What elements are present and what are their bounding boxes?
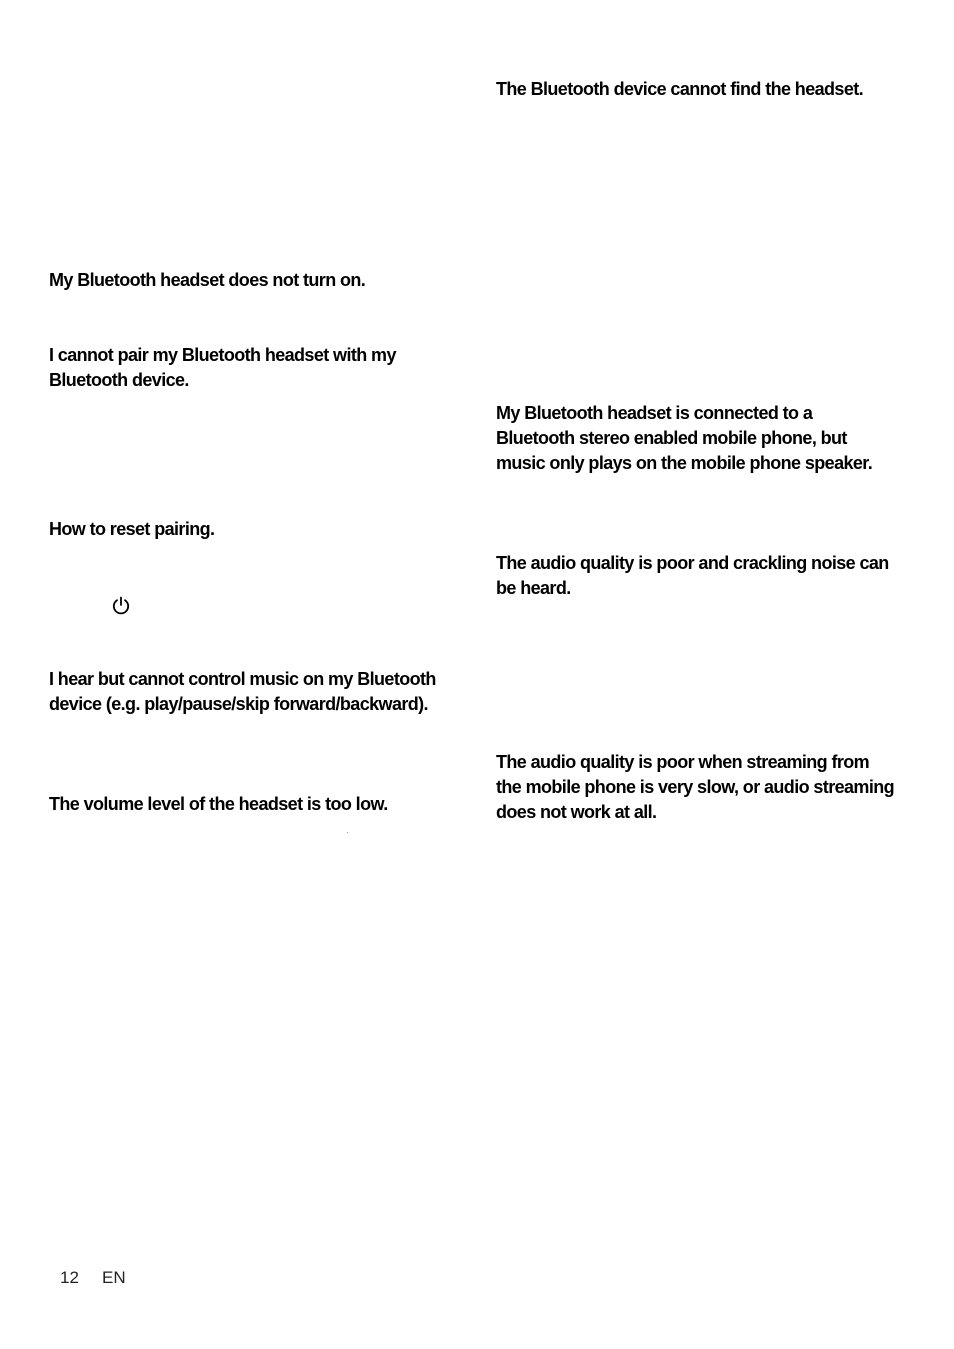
power-icon	[110, 595, 132, 617]
question-line: the mobile phone is very slow, or audio streaming	[496, 777, 895, 797]
question-line: I hear but cannot control music on my Bluetooth	[49, 669, 436, 689]
question-audio-crackling	[496, 551, 889, 601]
question-cannot-control-music	[49, 667, 436, 717]
question-line: The audio quality is poor when streaming from	[496, 752, 870, 772]
question-line: device (e.g. play/pause/skip forward/backward).	[49, 694, 428, 714]
page-number: 12	[60, 1268, 79, 1287]
question-line: Bluetooth stereo enabled mobile phone, but	[496, 428, 847, 448]
question-line: My Bluetooth headset is connected to a	[496, 403, 813, 423]
question-line: Bluetooth device.	[49, 370, 189, 390]
question-line: be heard.	[496, 578, 571, 598]
stray-dot	[347, 832, 348, 833]
question-device-cannot-find-headset: The Bluetooth device cannot find the headset.	[496, 79, 864, 99]
question-line: does not work at all.	[496, 802, 657, 822]
question-line: The audio quality is poor and crackling noise can	[496, 553, 889, 573]
question-line: I cannot pair my Bluetooth headset with my	[49, 345, 396, 365]
question-volume-too-low: The volume level of the headset is too low.	[49, 794, 388, 814]
language-code: EN	[102, 1268, 126, 1287]
question-streaming-slow	[496, 750, 894, 825]
question-headset-not-turn-on: My Bluetooth headset does not turn on.	[49, 270, 366, 290]
question-reset-pairing: How to reset pairing.	[49, 519, 215, 539]
question-cannot-pair	[49, 343, 396, 393]
question-line: music only plays on the mobile phone speaker.	[496, 453, 873, 473]
question-music-plays-on-phone-speaker	[496, 401, 872, 476]
